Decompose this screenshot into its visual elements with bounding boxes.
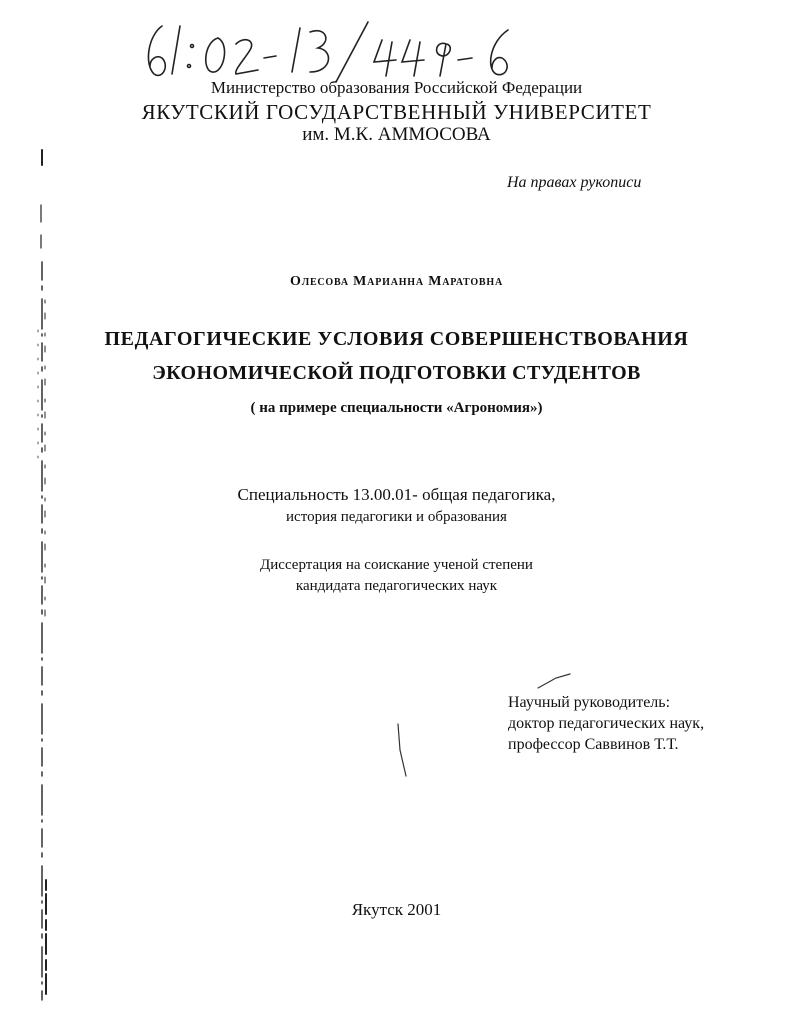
advisor-degree: доктор педагогических наук,: [508, 715, 705, 732]
specialty-line-1: Специальность 13.00.01- общая педагогика,: [237, 485, 556, 504]
stray-pen-marks: [380, 660, 600, 790]
scan-binding-marks: [0, 0, 60, 1020]
ministry-name: Министерство образования Российской Федерации: [210, 78, 583, 97]
thesis-title-line-2: ЭКОНОМИЧЕСКОЙ ПОДГОТОВКИ СТУДЕНТОВ: [152, 362, 641, 384]
dissertation-degree-line-2: кандидата педагогических наук: [295, 578, 498, 594]
university-named-after: им. М.К. АММОСОВА: [302, 124, 491, 145]
author-name: Олесова Марианна Маратовна: [290, 274, 503, 289]
advisor-label: Научный руководитель:: [508, 694, 671, 711]
manuscript-note: На правах рукописи: [507, 174, 642, 191]
specialty-line-2: история педагогики и образования: [286, 509, 507, 525]
thesis-title-line-1: ПЕДАГОГИЧЕСКИЕ УСЛОВИЯ СОВЕРШЕНСТВОВАНИЯ: [104, 328, 689, 350]
dissertation-degree-line-1: Диссертация на соискание ученой степени: [260, 557, 533, 573]
advisor-name: профессор Саввинов Т.Т.: [508, 736, 679, 753]
university-name: ЯКУТСКИЙ ГОСУДАРСТВЕННЫЙ УНИВЕРСИТЕТ: [141, 100, 652, 124]
thesis-subtitle: ( на примере специальности «Агрономия»): [250, 400, 543, 416]
handwritten-archive-number: [140, 14, 560, 84]
city-year: Якутск 2001: [351, 900, 442, 919]
